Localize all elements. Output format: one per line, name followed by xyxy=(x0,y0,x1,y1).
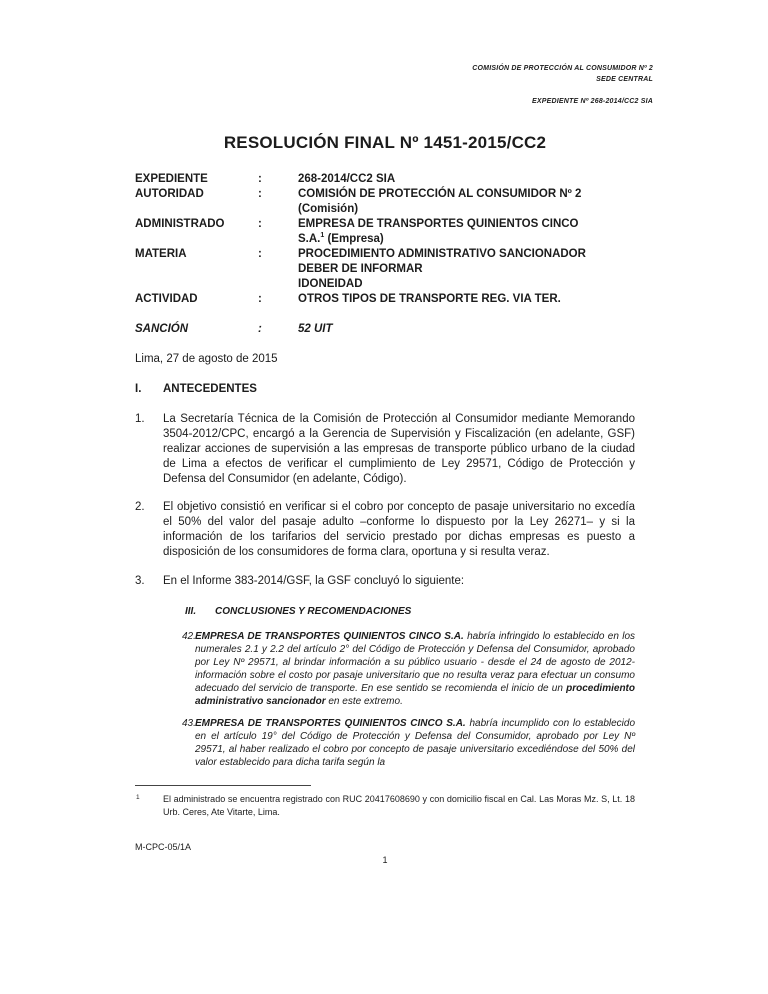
letterhead-expediente-line: EXPEDIENTE Nº 268-2014/CC2 SIA xyxy=(532,98,653,105)
meta-value-line: IDONEIDAD xyxy=(298,278,363,290)
footnote-divider xyxy=(135,785,311,786)
company-name: EMPRESA DE TRANSPORTES QUINIENTOS CINCO S.A. xyxy=(195,718,466,729)
item-text: habría incumplido con lo establecido en el artículo 19° del Código de Protección y Defensa del Consumidor, aprobado por Ley Nº 29571, al haber realizado el cobro por concepto de pasaje universitario excediéndose del 50% del valor establecido para dicha tarifa según la xyxy=(195,718,636,768)
meta-value-line: (Comisión) xyxy=(298,203,359,215)
meta-colon: : xyxy=(258,188,262,200)
resolution-title: RESOLUCIÓN FINAL Nº 1451-2015/CC2 xyxy=(223,133,547,152)
meta-value-expediente xyxy=(298,172,635,187)
antecedente-item-1 xyxy=(135,412,635,487)
meta-value-line xyxy=(298,232,635,247)
quote-heading-number: III. xyxy=(185,606,197,617)
item-text: En el Informe 383-2014/GSF, la GSF concluyó lo siguiente: xyxy=(163,575,465,587)
letterhead-commission-line: COMISIÓN DE PROTECCIÓN AL CONSUMIDOR Nº 2 xyxy=(472,65,653,72)
footnote-text: El administrado se encuentra registrado con RUC 20417608690 y con domicilio fiscal en Cal. Las Moras Mz. S, Lt. 18 Urb. Ceres, Ate Vitarte, Lima. xyxy=(163,794,635,817)
item-number: 3. xyxy=(135,575,145,587)
meta-value-autoridad xyxy=(298,187,635,217)
company-alias: (Empresa) xyxy=(324,233,384,245)
meta-colon: : xyxy=(258,293,262,305)
meta-colon: : xyxy=(258,248,262,260)
footer-form-code: M-CPC-05/1A xyxy=(135,842,192,852)
meta-value-materia xyxy=(298,247,635,292)
meta-label-expediente: EXPEDIENTE xyxy=(135,173,208,185)
sancion-label: SANCIÓN xyxy=(135,323,189,335)
section-number: I. xyxy=(135,383,142,395)
sancion-value: 52 UIT xyxy=(298,323,333,335)
item-number: 42. xyxy=(182,631,196,642)
meta-colon: : xyxy=(258,323,262,335)
emphasized-phrase: procedimiento administrativo sancionador xyxy=(195,683,635,707)
letterhead xyxy=(135,63,653,107)
meta-label-materia: MATERIA xyxy=(135,248,187,260)
section-title: ANTECEDENTES xyxy=(163,383,257,395)
meta-value-line: OTROS TIPOS DE TRANSPORTE REG. VIA TER. xyxy=(298,293,561,305)
meta-label-administrado: ADMINISTRADO xyxy=(135,218,225,230)
company-name: EMPRESA DE TRANSPORTES QUINIENTOS CINCO S.A. xyxy=(195,631,464,642)
item-number: 43. xyxy=(182,718,196,729)
meta-label-actividad: ACTIVIDAD xyxy=(135,293,198,305)
meta-value-line: 268-2014/CC2 SIA xyxy=(298,173,396,185)
footnote-1 xyxy=(135,793,635,819)
section-antecedentes-heading xyxy=(135,382,635,397)
footnote-marker: 1 xyxy=(136,794,140,801)
company-abbrev: S.A. xyxy=(298,233,321,245)
meta-colon: : xyxy=(258,173,262,185)
item-text: La Secretaría Técnica de la Comisión de Protección al Consumidor mediante Memorando 3504-2012/CPC, encargó a la Gerencia de Supervisión y Fiscalización (en adelante, GSF) realizar acciones de supervisión a las empresas de transporte público urbano de la ciudad de Lima a efectos de verificar el cumplimiento de Ley 29571, Código de Protección y Defensa del Consumidor (en adelante, Código). xyxy=(163,413,635,485)
quote-heading-title: CONCLUSIONES Y RECOMENDACIONES xyxy=(215,606,412,617)
meta-value-line: COMISIÓN DE PROTECCIÓN AL CONSUMIDOR Nº 2 xyxy=(298,188,582,200)
page-number: 1 xyxy=(382,855,388,865)
meta-label-autoridad: AUTORIDAD xyxy=(135,188,204,200)
item-text-after: en este extremo. xyxy=(325,696,403,707)
conclusion-item-43 xyxy=(135,717,635,769)
meta-value-administrado xyxy=(298,217,635,247)
item-number: 2. xyxy=(135,501,145,513)
sancion-row xyxy=(135,322,635,337)
page-content xyxy=(135,0,653,867)
dateline: Lima, 27 de agosto de 2015 xyxy=(135,353,278,365)
quote-conclusions-heading xyxy=(135,605,635,618)
antecedente-item-3 xyxy=(135,574,635,589)
footnote-reference-1: 1 xyxy=(320,232,325,240)
conclusion-item-42 xyxy=(135,630,635,708)
meta-value-actividad xyxy=(298,292,635,307)
item-text: habría infringido lo establecido en los numerales 2.1 y 2.2 del artículo 2° del Código de Protección y Defensa del Consumidor, aprobado por Ley Nº 29571, al brindar información a su público usuario - desde el 24 de agosto de 2012- información sobre el costo por pasaje universitario que no resulta veraz para efectuar un consumo adecuado del servicio de transporte. En ese sentido se recomienda el inicio de un xyxy=(195,631,636,694)
antecedente-item-2 xyxy=(135,500,635,560)
meta-value-line: EMPRESA DE TRANSPORTES QUINIENTOS CINCO xyxy=(298,218,579,230)
metadata-table xyxy=(135,172,635,307)
meta-value-line: PROCEDIMIENTO ADMINISTRATIVO SANCIONADOR xyxy=(298,248,586,260)
letterhead-sede-line: SEDE CENTRAL xyxy=(596,76,653,83)
meta-colon: : xyxy=(258,218,262,230)
meta-value-line: DEBER DE INFORMAR xyxy=(298,263,423,275)
item-text: El objetivo consistió en verificar si el cobro por concepto de pasaje universitario no excedía el 50% del valor del pasaje adulto –conforme lo dispuesto por la Ley 26271– y si la información de los tarifarios del servicio prestado por dichas empresas es puesto a disposición de los consumidores de forma clara, oportuna y si resulta veraz. xyxy=(163,501,635,558)
item-number: 1. xyxy=(135,413,145,425)
